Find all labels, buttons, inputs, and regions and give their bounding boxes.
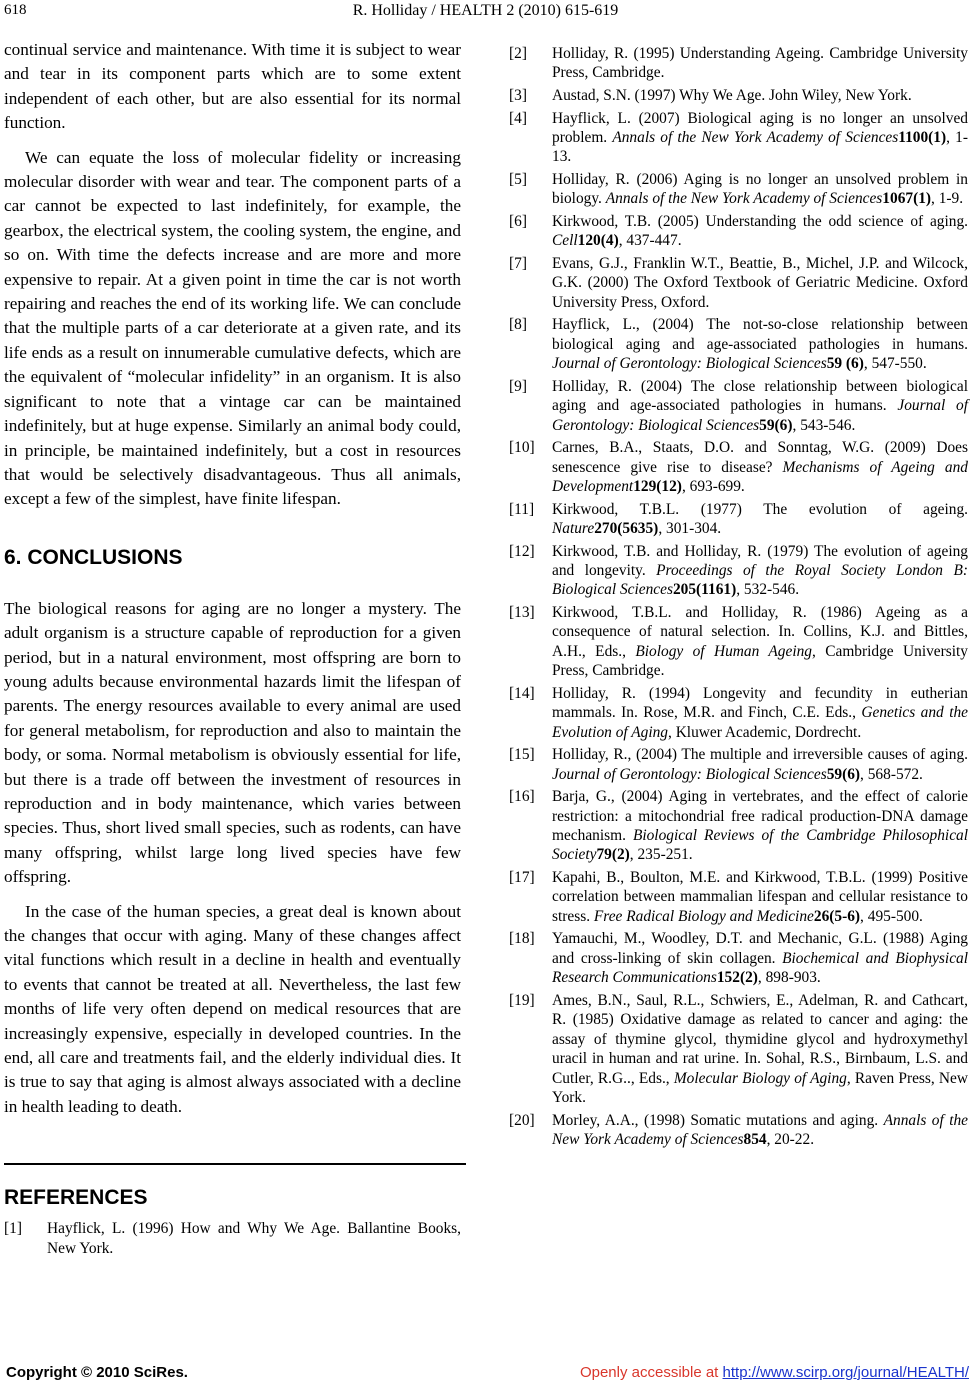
reference-item: [16] Barja, G., (2004) Aging in vertebrates, and the effect of calorie restriction: a mitochondrial free radical production-DNA damage mechanism. Biological Reviews of the Cambridge Philosophical Society79(2), 235-251. — [509, 788, 968, 864]
section-divider — [4, 1163, 466, 1165]
body-paragraph: continual service and maintenance. With time it is subject to wear and tear in its component parts which are to some extent independent of each other, but are also essential for its normal function. — [4, 40, 461, 133]
access-notice: Openly accessible at http://www.scirp.org/journal/HEALTH/ — [579, 1364, 969, 1381]
reference-item: [17] Kapahi, B., Boulton, M.E. and Kirkwood, T.B.L. (1999) Positive correlation between mammalian lifespan and cellular resistance to stress. Free Radical Biology and Medicine26(5-6), 495-500. — [509, 869, 968, 925]
reference-item: [19] Ames, B.N., Saul, R.L., Schwiers, E., Adelman, R. and Cathcart, R. (1985) Oxidative damage as related to cancer and aging: the assay of thymine glycol, thymidine glycol and hydroxymethyl uracil in human and rat urine. In. Sohal, R.S., Birnbaum, L.S. and Cutler, R.G.., Eds., Molecular Biology of Aging, Raven Press, New York. — [509, 991, 968, 1106]
reference-item: [2] Holliday, R. (1995) Understanding Ageing. Cambridge University Press, Cambridge. — [509, 45, 968, 82]
body-paragraph: In the case of the human species, a great deal is known about the changes that occur with aging. Many of these changes affect vital functions which result in a decline in health and eventually to events that cannot be treated at all. Nevertheless, the last few months of life very often depend on medical resources that are increasingly expensive, especially in developed countries. In the end, all care and treatments fail, and the elderly individual dies. It is true to say that aging is almost always associated with a decline in health leading to death. — [4, 901, 461, 1116]
body-paragraph: The biological reasons for aging are no longer a mystery. The adult organism is a structure capable of reproduction for a given period, but in a natural environment, most offspring are born to young adults because environmental hazards limit the lifespan of parents. The energy resources available to every animal are used for general metabolism, for reproduction and also to maintain the body, or soma. Normal metabolism is obviously essential for life, but there is a trade off between the investment of resources in reproduction and in body maintenance, which varies between species. Thus, short lived small species, such as rodents, can have many offspring, whilst large long lived species have few offspring. — [4, 598, 461, 887]
reference-item: [13] Kirkwood, T.B.L. and Holliday, R. (1986) Ageing as a consequence of natural selection. In. Collins, K.J. and Bittles, A.H., Eds., Biology of Human Ageing, Cambridge University Press, Cambridge. — [509, 604, 968, 680]
reference-item: [8] Hayflick, L., (2004) The not-so-close relationship between biological aging and age-associated pathologies in humans. Journal of Gerontology: Biological Sciences59 (6), 547-550. — [509, 316, 968, 373]
reference-number: [6] — [509, 213, 527, 230]
reference-number: [17] — [509, 869, 535, 887]
reference-item: [5] Holliday, R. (2006) Aging is no longer an unsolved problem in biology. Annals of the New York Academy of Sciences1067(1), 1-9. — [509, 171, 968, 208]
reference-item: [12] Kirkwood, T.B. and Holliday, R. (1979) The evolution of ageing and longevity. Proceedings of the Royal Society London B: Biological Sciences205(1161), 532-546. — [509, 542, 968, 599]
journal-link[interactable]: http://www.scirp.org/journal/HEALTH/ — [722, 1364, 969, 1381]
reference-item: [7] Evans, G.J., Franklin W.T., Beattie, B., Michel, J.P. and Wilcock, G.K. (2000) The Oxford Textbook of Geriatric Medicine. Oxford University Press, Oxford. — [509, 255, 968, 311]
reference-number: [20] — [509, 1111, 535, 1129]
reference-number: [18] — [509, 930, 535, 948]
page-footer — [0, 1364, 971, 1386]
reference-item: [14] Holliday, R. (1994) Longevity and fecundity in eutherian mammals. In. Rose, M.R. and Finch, C.E. Eds., Genetics and the Evolution of Aging, Kluwer Academic, Dordrecht. — [509, 684, 968, 741]
reference-number: [8] — [509, 316, 527, 334]
right-column — [509, 44, 968, 1153]
reference-number: [2] — [509, 45, 527, 62]
section-heading-references: REFERENCES — [4, 1186, 148, 1210]
reference-number: [13] — [509, 604, 535, 622]
section-heading-conclusions: 6. CONCLUSIONS — [4, 545, 183, 569]
reference-number: [9] — [509, 377, 527, 395]
reference-number: [19] — [509, 991, 535, 1009]
copyright-notice: Copyright © 2010 SciRes. — [6, 1364, 188, 1381]
reference-number: [3] — [509, 87, 527, 104]
reference-number: [15] — [509, 746, 535, 764]
reference-list — [4, 1219, 461, 1258]
reference-number: [7] — [509, 255, 527, 272]
reference-item: [3] Austad, S.N. (1997) Why We Age. John Wiley, New York. — [509, 87, 912, 104]
reference-number: [12] — [509, 542, 535, 560]
left-column — [4, 38, 461, 1261]
reference-item: [18] Yamauchi, M., Woodley, D.T. and Mechanic, G.L. (1988) Aging and cross-linking of skin collagen. Biochemical and Biophysical Research Communications152(2), 898-903. — [509, 930, 969, 987]
reference-item: [1] Hayflick, L. (1996) How and Why We Age. Ballantine Books, New York. — [4, 1220, 461, 1257]
reference-item: [10] Carnes, B.A., Staats, D.O. and Sonntag, W.G. (2009) Does senescence give rise to disease? Mechanisms of Ageing and Development129(12), 693-699. — [509, 439, 968, 496]
reference-number: [11] — [509, 500, 535, 518]
reference-number: [14] — [509, 684, 535, 702]
body-paragraph: We can equate the loss of molecular fidelity or increasing molecular disorder with wear and tear. The component parts of a car cannot be expected to last indefinitely, for example, the gearbox, the electrical system, the cooling system, the engine, and so on. With time the defects increase and are more and more expensive to repair. At a given point in time the car is not worth repairing and reaches the end of its working life. We can conclude that the multiple parts of a car deteriorate at a given rate, and its life ends as a result on innumerable cumulative defects, which are the equivalent of “molecular infidelity” in an organism. It is also significant to note that a vintage car can be maintained indefinitely, but at huge expense. Similarly an animal body could, in principle, be maintained indefinitely, but a cost in resources that would be selectively disadvantageous. Thus all animals, except a few of the simplest, have finite lifespan. — [4, 147, 461, 509]
reference-item: [15] Holliday, R., (2004) The multiple and irreversible causes of aging. Journal of Gerontology: Biological Sciences59(6), 568-572. — [509, 746, 968, 783]
reference-list — [509, 44, 968, 1149]
reference-number: [1] — [4, 1220, 22, 1238]
reference-number: [16] — [509, 788, 535, 806]
reference-number: [10] — [509, 439, 535, 457]
reference-item: [4] Hayflick, L. (2007) Biological aging is no longer an unsolved problem. Annals of the New York Academy of Sciences1100(1), 1-13. — [509, 109, 968, 166]
running-head: R. Holliday / HEALTH 2 (2010) 615-619 — [352, 2, 619, 19]
page-header — [0, 2, 971, 28]
page-number: 618 — [4, 2, 27, 18]
reference-item: [6] Kirkwood, T.B. (2005) Understanding the odd science of aging. Cell120(4), 437-447. — [509, 213, 968, 250]
reference-number: [4] — [509, 109, 527, 127]
reference-item: [11] Kirkwood, T.B.L. (1977) The evolution of ageing. Nature270(5635), 301-304. — [509, 500, 968, 538]
reference-item: [20] Morley, A.A., (1998) Somatic mutations and aging. Annals of the New York Academy of Sciences854, 20-22. — [509, 1111, 968, 1148]
reference-number: [5] — [509, 171, 527, 188]
reference-item: [9] Holliday, R. (2004) The close relationship between biological aging and age-associated pathologies in humans. Journal of Gerontology: Biological Sciences59(6), 543-546. — [509, 377, 968, 434]
